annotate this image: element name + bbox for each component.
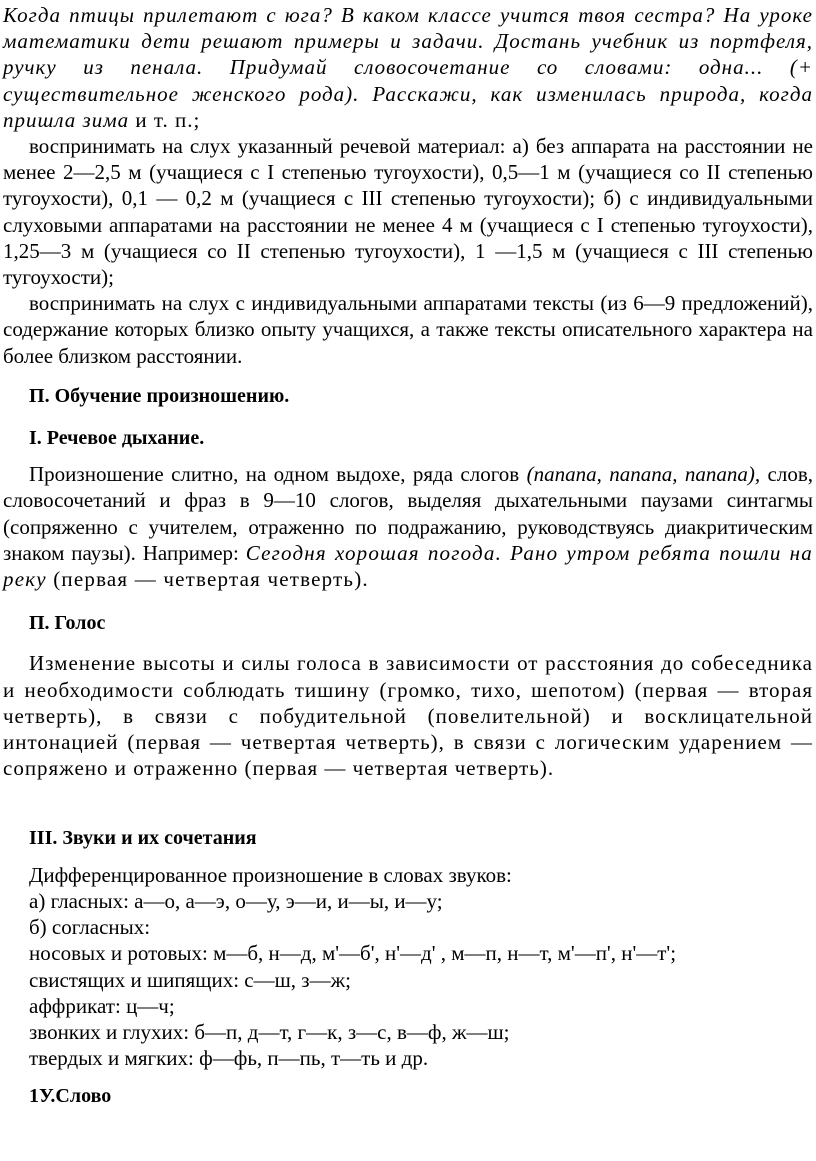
section-heading-pronunciation: [3, 383, 813, 409]
sounds-vowels: а) гласных: а—о, а—э, о—у, э—и, и—ы, и—у;: [29, 888, 443, 913]
section-number: П: [29, 384, 45, 407]
section-title: . Обучение произношению.: [44, 384, 290, 407]
example-phrases: Когда птицы прилетают с юга? В каком классе учится твоя сестра? На уроке математики дети решают примеры и задачи. Достань учебник из портфеля, ручку из пенала. Придумай словосочетание со словами: одна... (+ существительное женского рода). Расскажи, как изменилась природа, когда пришла зима: [3, 3, 813, 132]
sounds-consonants: б) согласных:: [29, 915, 151, 940]
listening-texts-paragraph: воспринимать на слух с индивидуальными аппаратами тексты (из 6—9 предложений), содержание которых близко опыту учащихся, а также тексты описательного характера на более близком расстоянии.: [3, 291, 813, 368]
sounds-voiced-voiceless: звонких и глухих: б—п, д—т, г—к, з—с, в—ф, ж—ш;: [29, 1019, 510, 1044]
sounds-intro: Дифференцированное произношение в словах звуков:: [29, 862, 512, 887]
listening-distance-paragraph: воспринимать на слух указанный речевой материал: а) без аппарата на расстоянии не менее 2—2,5 м (учащиеся с I степенью тугоухости), 0,5—1 м (учащиеся со II степенью тугоухости), 0,1 — 0,2 м (учащиеся с III степенью тугоухости); б) с индивидуальными слуховыми аппаратами на расстоянии не менее 4 м (учащиеся с I степенью тугоухости), 1,25—3 м (учащиеся со II степенью тугоухости), 1 —1,5 м (учащиеся с III степенью тугоухости);: [3, 134, 813, 290]
breathing-text-e: (первая — четвертая четверть).: [46, 567, 369, 592]
subheading-speech-breathing: I. Речевое дыхание.: [29, 427, 205, 450]
subheading-sounds: III. Звуки и их сочетания: [29, 827, 257, 850]
sounds-affricate: аффрикат: ц—ч;: [29, 993, 175, 1018]
subheading-word: 1У.Слово: [29, 1085, 112, 1108]
breathing-example: Сегодня хорошая погода. Рано утром ребята пошли на реку: [3, 540, 814, 592]
breathing-syllables: (папапа, папапа, папапа),: [526, 462, 761, 487]
sounds-hard-soft: твердых и мягких: ф—фь, п—пь, т—ть и др.: [29, 1046, 429, 1071]
speech-breathing-paragraph: [3, 461, 813, 592]
sounds-list: [3, 862, 813, 1072]
sounds-nasal-oral: носовых и ротовых: м—б, н—д, м'—б', н'—д' , м—п, н—т, м'—п', н'—т';: [29, 941, 677, 966]
voice-paragraph: Изменение высоты и силы голоса в зависимости от расстояния до собеседника и необходимости соблюдать тишину (громко, тихо, шепотом) (первая — вторая четверть), в связи с побудительной (повелительной) и восклицательной интонацией (первая — четвертая четверть), в связи с логическим ударением — сопряжено и отраженно (первая — четвертая четверть).: [3, 651, 813, 781]
subheading-voice: П. Голос: [29, 612, 106, 635]
breathing-text-a: Произношение слитно, на одном выдохе, ряда слогов: [29, 462, 527, 487]
example-phrases-paragraph: [3, 2, 813, 133]
example-phrases-tail: и т. п.;: [129, 107, 201, 132]
sounds-sibilant: свистящих и шипящих: с—ш, з—ж;: [29, 967, 351, 992]
breathing-text-c: слов, словосочетаний и фраз в 9—10 слогов, выделяя дыхательными паузами синтагмы (сопряженно с учителем, отраженно по подражанию, руководствуясь диакритическим знаком паузы). Например:: [3, 462, 813, 565]
